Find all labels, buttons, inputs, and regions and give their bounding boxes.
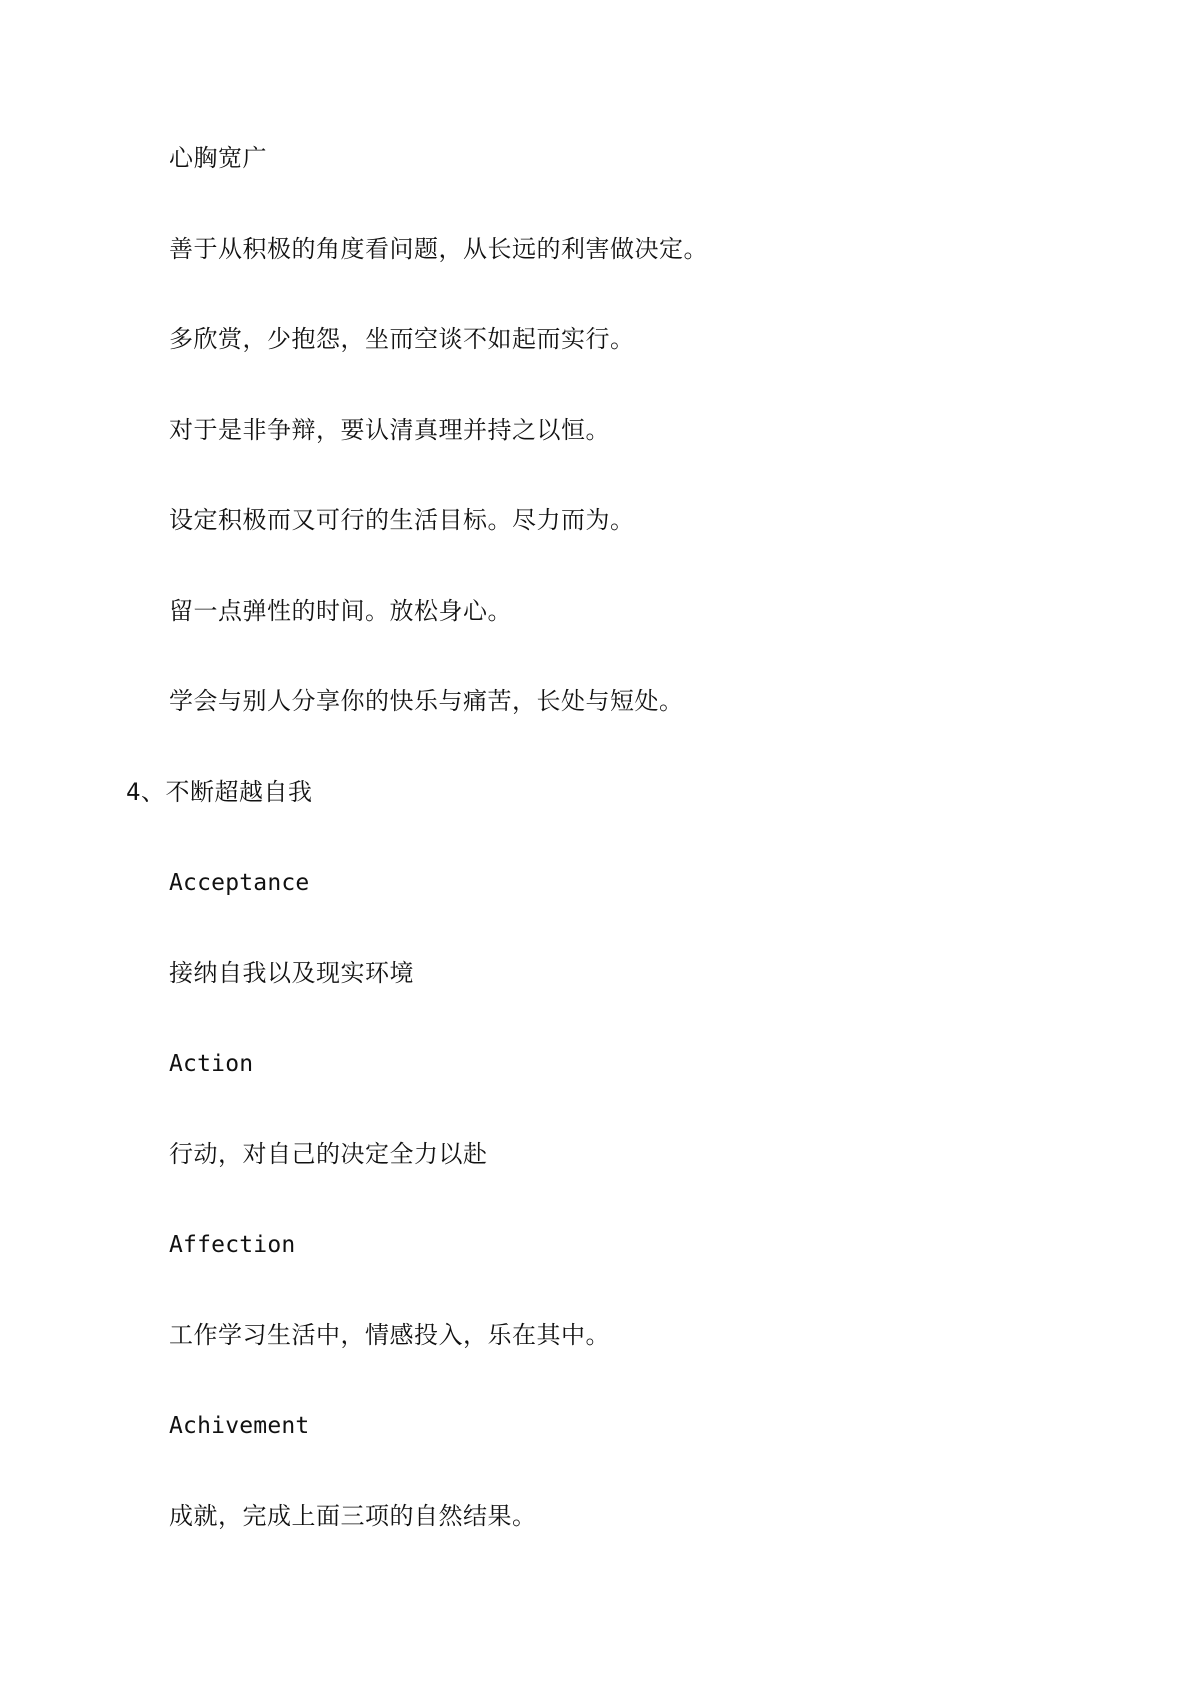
text-line: 工作学习生活中，情感投入，乐在其中。 (169, 1321, 610, 1349)
term-affection: Affection (169, 1232, 296, 1258)
text-line: 善于从积极的角度看问题，从长远的利害做决定。 (169, 235, 708, 263)
text-line: 设定积极而又可行的生活目标。尽力而为。 (169, 506, 635, 534)
text-line: 对于是非争辩，要认清真理并持之以恒。 (169, 416, 610, 444)
text-line: 接纳自我以及现实环境 (169, 959, 414, 987)
text-line: 学会与别人分享你的快乐与痛苦，长处与短处。 (169, 687, 684, 715)
term-achivement: Achivement (169, 1413, 310, 1439)
section-heading: 4、不断超越自我 (126, 778, 313, 806)
term-acceptance: Acceptance (169, 870, 310, 896)
text-line-heading-broad-mind: 心胸宽广 (169, 144, 267, 172)
text-line: 留一点弹性的时间。放松身心。 (169, 597, 512, 625)
text-line: 多欣赏，少抱怨，坐而空谈不如起而实行。 (169, 325, 635, 353)
term-action: Action (169, 1051, 254, 1077)
text-line: 行动，对自己的决定全力以赴 (169, 1140, 488, 1168)
text-line: 成就，完成上面三项的自然结果。 (169, 1502, 537, 1530)
